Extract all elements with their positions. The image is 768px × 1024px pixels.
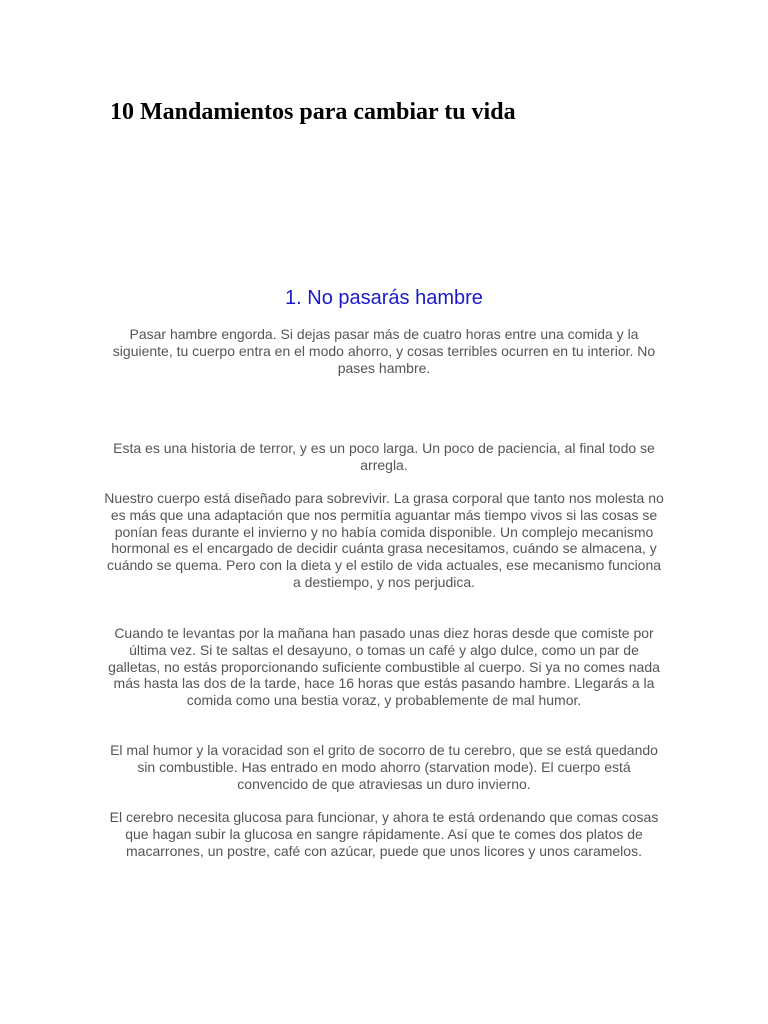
section-heading: 1. No pasarás hambre <box>285 287 483 309</box>
document-title: 10 Mandamientos para cambiar tu vida <box>110 99 516 125</box>
paragraph: Pasar hambre engorda. Si dejas pasar más de cuatro horas entre una comida y la siguiente, tu cuerpo entra en el modo ahorro, y cosas terribles ocurren en tu interior. No pases hambre. <box>112 326 656 376</box>
paragraph: Cuando te levantas por la mañana han pasado unas diez horas desde que comiste por última vez. Si te saltas el desayuno, o tomas un café y algo dulce, como un par de galletas, no estás proporcionando suficiente combustible al cuerpo. Si ya no comes nada más hasta las dos de la tarde, hace 16 horas que estás pasando hambre. Llegarás a la comida como una bestia voraz, y probablemente de mal humor. <box>108 625 660 709</box>
paragraph: El mal humor y la voracidad son el grito de socorro de tu cerebro, que se está quedando sin combustible. Has entrado en modo ahorro (starvation mode). El cuerpo está convencido de que atraviesas un duro invierno. <box>110 742 658 792</box>
paragraph: El cerebro necesita glucosa para funcionar, y ahora te está ordenando que comas cosas que hagan subir la glucosa en sangre rápidamente. Así que te comes dos platos de macarrones, un postre, café con azúcar, puede que unos licores y unos caramelos. <box>109 809 659 859</box>
paragraph: Nuestro cuerpo está diseñado para sobrevivir. La grasa corporal que tanto nos molesta no es más que una adaptación que nos permitía aguantar más tiempo vivos si las cosas se ponían feas durante el invierno y no había comida disponible. Un complejo mecanismo hormonal es el encargado de decidir cuánta grasa necesitamos, cuándo se almacena, y cuándo se quema. Pero con la dieta y el estilo de vida actuales, ese mecanismo funciona a destiempo, y nos perjudica. <box>104 490 664 590</box>
paragraph: Esta es una historia de terror, y es un poco larga. Un poco de paciencia, al final todo se arregla. <box>113 440 655 473</box>
